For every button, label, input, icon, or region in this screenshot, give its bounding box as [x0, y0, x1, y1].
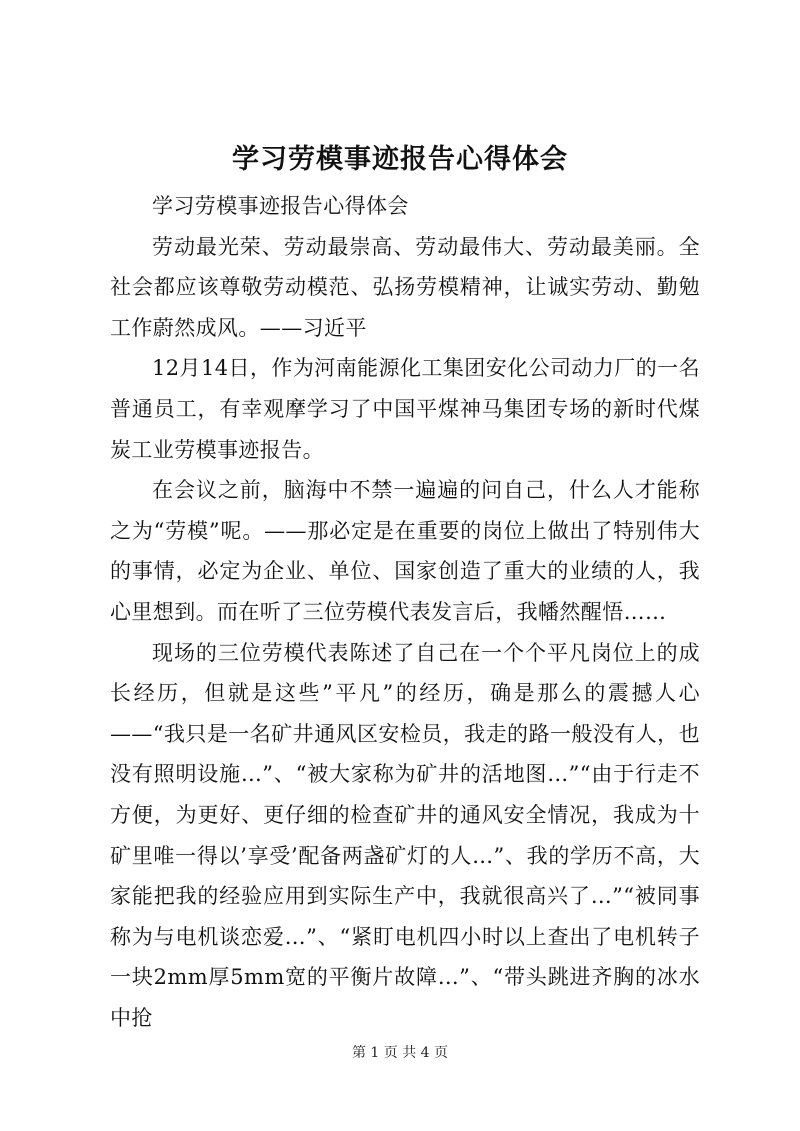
document-body: [110, 186, 700, 1038]
document-title: 学习劳模事迹报告心得体会: [232, 144, 568, 175]
paragraph-reflection: 在会议之前，脑海中不禁一遍遍的问自己，什么人才能称之为“劳模”呢。——那必定是在重要的岗位上做出了特别伟大的事情，必定为企业、单位、国家创造了重大的业绩的人，我心里想到。而在听了三位劳模代表发言后，我幡然醒悟……: [110, 478, 700, 624]
paragraph-quote: 劳动最光荣、劳动最崇高、劳动最伟大、劳动最美丽。全社会都应该尊敬劳动模范、弘扬劳模精神，让诚实劳动、勤勉工作蔚然成风。——习近平: [110, 234, 700, 340]
page-footer: 第 1 页 共 4 页: [351, 1045, 449, 1061]
paragraph-subtitle: 学习劳模事迹报告心得体会: [152, 194, 409, 218]
paragraph-representatives: 现场的三位劳模代表陈述了自己在一个个平凡岗位上的成长经历，但就是这些”平凡”的经历，确是那么的震撼人心——“我只是一名矿井通风区安检员，我走的路一般没有人，也没有照明设施…”、“被大家称为矿井的活地图…”“由于行走不方便，为更好、更仔细的检查矿井的通风安全情况，我成为十矿里唯一得以’享受’配备两盏矿灯的人…”、我的学历不高，大家能把我的经验应用到实际生产中，我就很高兴了…”“被同事称为与电机谈恋爱…”、“紧盯电机四小时以上查出了电机转子一块2mm厚5mm宽的平衡片故障…”、“带头跳进齐胸的冰水中抢: [110, 640, 700, 1030]
paragraph-intro: 12月14日，作为河南能源化工集团安化公司动力厂的一名普通员工，有幸观摩学习了中国平煤神马集团专场的新时代煤炭工业劳模事迹报告。: [110, 356, 700, 462]
